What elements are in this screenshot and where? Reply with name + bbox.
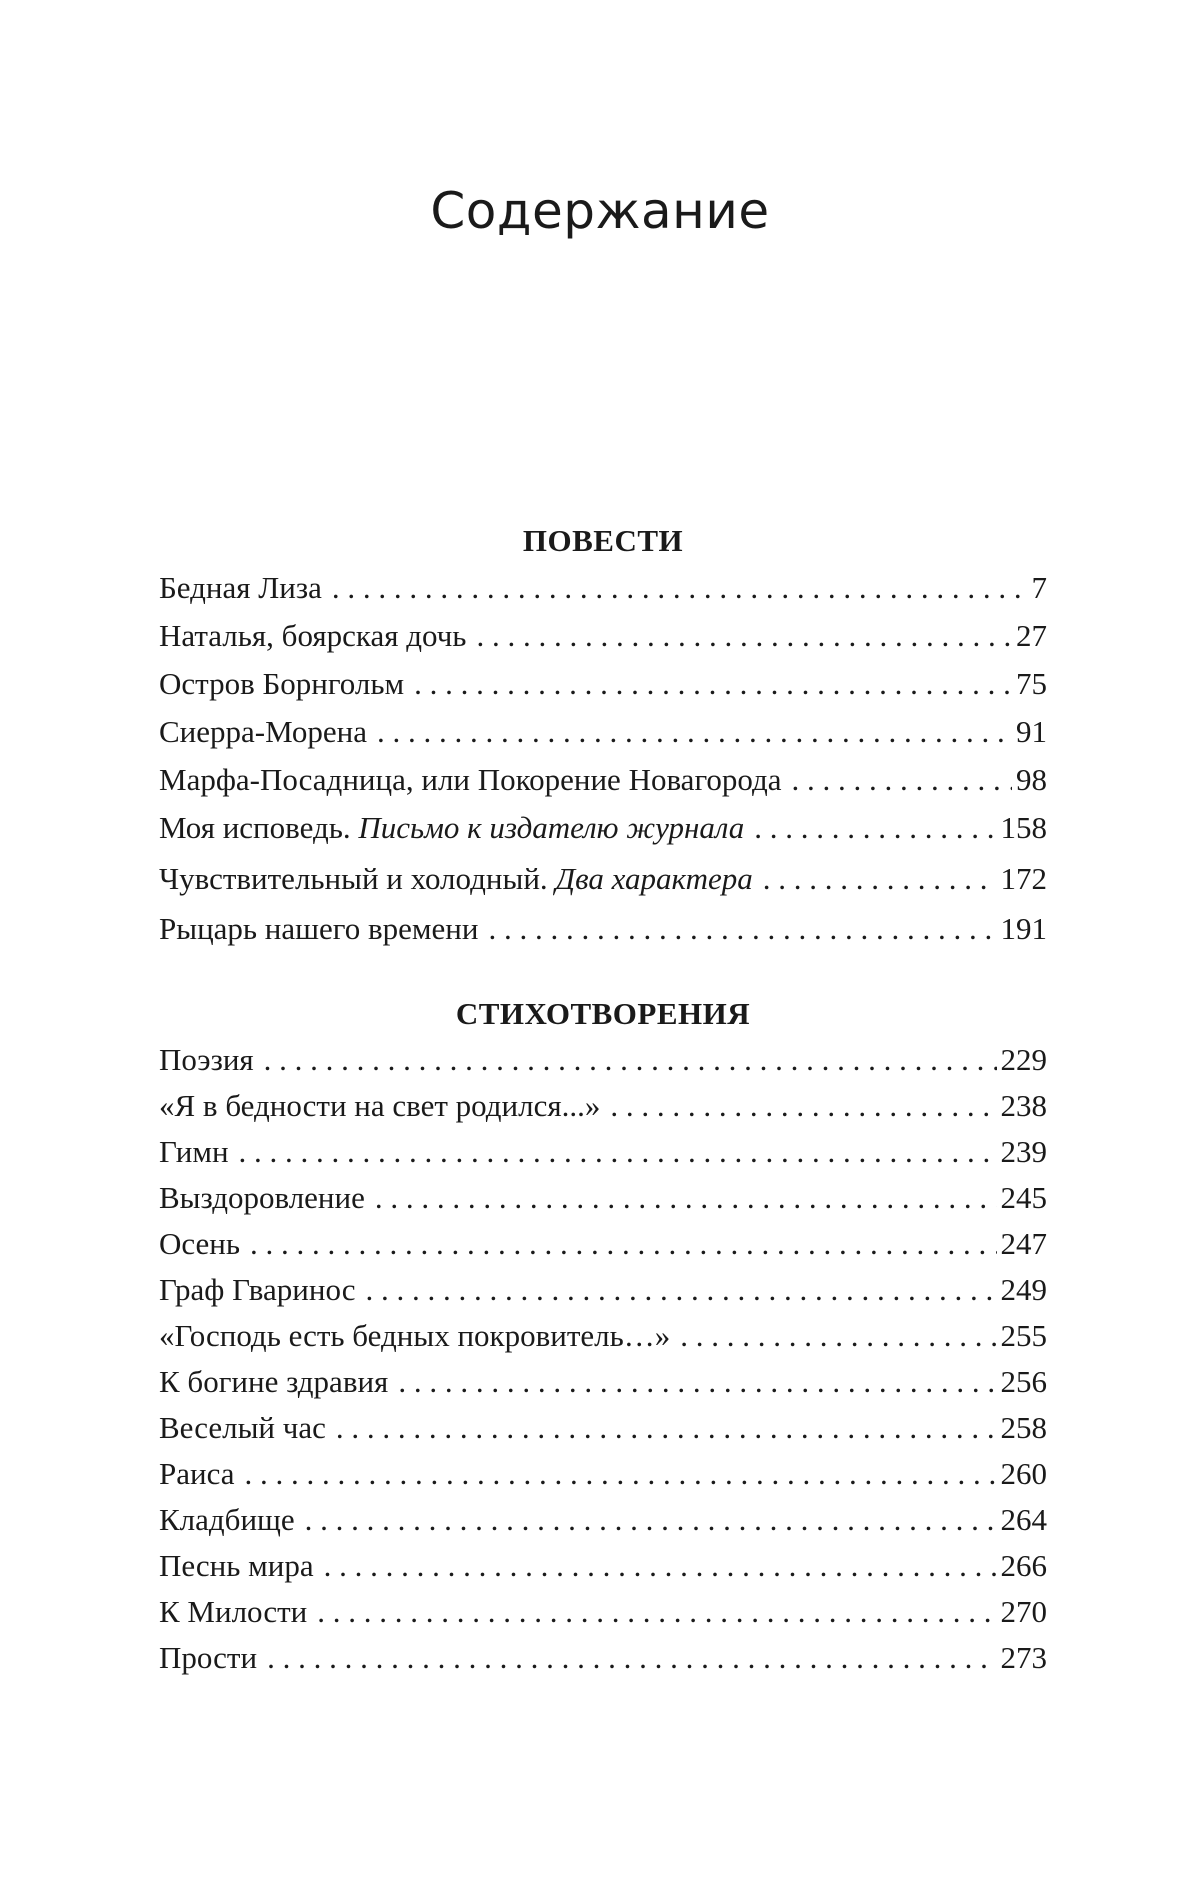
dot-leader (245, 1451, 997, 1497)
toc-entry-page: 98 (1016, 762, 1047, 797)
dot-leader (332, 564, 1028, 612)
dot-leader (317, 1589, 996, 1635)
toc-entry-title: К богине здравия (159, 1364, 389, 1399)
toc-entry-page: 7 (1031, 570, 1047, 605)
toc-section-prose (159, 518, 1047, 953)
dot-leader (610, 1083, 996, 1129)
dot-leader (239, 1129, 997, 1175)
toc-entry[interactable] (159, 1359, 1047, 1405)
dot-leader (754, 804, 996, 852)
toc-entry-subtitle: Письмо к издателю журнала (358, 810, 745, 845)
toc-entry-page: 258 (1000, 1410, 1047, 1445)
toc-entry-title: Прости (159, 1640, 258, 1675)
toc-entry-title: К Милости (159, 1594, 308, 1629)
dot-leader (377, 708, 1012, 756)
toc-entry[interactable] (159, 1497, 1047, 1543)
toc-entry-page: 229 (1000, 1042, 1047, 1077)
toc-entry-page: 239 (1000, 1134, 1047, 1169)
toc-entry[interactable] (159, 1543, 1047, 1589)
toc-section-poems (159, 991, 1047, 1681)
toc-entry-page: 191 (1000, 911, 1047, 946)
toc-entry[interactable] (159, 1221, 1047, 1267)
toc-entry[interactable] (159, 1405, 1047, 1451)
toc-entry-page: 264 (1000, 1502, 1047, 1537)
toc-entry-title-main: Чувствительный и холодный. (159, 861, 548, 896)
toc-entry[interactable] (159, 660, 1047, 708)
toc-entry[interactable] (159, 1451, 1047, 1497)
toc-entry-title-main: Моя исповедь. (159, 810, 351, 845)
toc-entry-title: Песнь мира (159, 1548, 314, 1583)
toc-entry-page: 172 (1000, 861, 1047, 896)
toc-entry[interactable] (159, 1083, 1047, 1129)
toc-entry-page: 27 (1016, 618, 1047, 653)
toc-entry-title: Бедная Лиза (159, 570, 322, 605)
toc-entry-page: 256 (1000, 1364, 1047, 1399)
section-heading-prose: ПОВЕСТИ (522, 523, 684, 558)
toc-entry-title: Осень (159, 1226, 241, 1261)
toc-entry[interactable] (159, 1635, 1047, 1681)
toc-entry-title: «Я в бедности на свет родился...» (159, 1088, 601, 1123)
toc-entry[interactable] (159, 852, 1047, 905)
dot-leader (305, 1497, 997, 1543)
toc-entry-title: Граф Гваринос (159, 1272, 356, 1307)
toc-entry[interactable] (159, 804, 1047, 852)
toc-entry-page: 270 (1000, 1594, 1047, 1629)
dot-leader (476, 612, 1012, 660)
toc-entry-title: Раиса (159, 1456, 235, 1491)
toc-entry-page: 260 (1000, 1456, 1047, 1491)
dot-leader (792, 756, 1012, 804)
dot-leader (414, 660, 1012, 708)
toc-entry[interactable] (159, 756, 1047, 804)
toc-entry[interactable] (159, 905, 1047, 953)
toc-entry-title (159, 804, 744, 852)
toc-entry-page: 158 (1000, 810, 1047, 845)
toc-entry-page: 238 (1000, 1088, 1047, 1123)
toc-entry-title (159, 852, 753, 905)
dot-leader (375, 1175, 997, 1221)
toc-entry-title: Выздоровление (159, 1180, 365, 1215)
dot-leader (264, 1037, 997, 1083)
toc-entry[interactable] (159, 708, 1047, 756)
dot-leader (324, 1543, 997, 1589)
toc-entry-title: Рыцарь нашего времени (159, 911, 479, 946)
toc-entry[interactable] (159, 1129, 1047, 1175)
dot-leader (336, 1405, 997, 1451)
toc-entry-title: Кладбище (159, 1502, 295, 1537)
dot-leader (366, 1267, 997, 1313)
toc-entry-title: Остров Борнгольм (159, 666, 405, 701)
toc-entry-title: Веселый час (159, 1410, 326, 1445)
dot-leader (398, 1359, 996, 1405)
toc-entry-title: Гимн (159, 1134, 229, 1169)
toc-entry-page: 91 (1016, 714, 1047, 749)
section-heading-poems: СТИХОТВОРЕНИЯ (455, 996, 751, 1031)
toc-entry-title: Сиерра-Морена (159, 714, 368, 749)
dot-leader (267, 1635, 996, 1681)
toc-entry[interactable] (159, 1267, 1047, 1313)
toc-entry[interactable] (159, 1589, 1047, 1635)
toc-entry-page: 75 (1016, 666, 1047, 701)
toc-entry[interactable] (159, 1175, 1047, 1221)
toc-entry-title: Марфа-Посадница, или Покорение Новагорода (159, 762, 782, 797)
toc-entry-title: Наталья, боярская дочь (159, 618, 467, 653)
toc-entry-title: «Господь есть бедных покровитель…» (159, 1318, 671, 1353)
toc-entry-page: 273 (1000, 1640, 1047, 1675)
toc-entry-title: Поэзия (159, 1042, 254, 1077)
dot-leader (488, 905, 996, 953)
toc-entry[interactable] (159, 1313, 1047, 1359)
toc-entry-page: 255 (1000, 1318, 1047, 1353)
toc-entry-subtitle: Два характера (555, 861, 753, 896)
toc-entry-page: 247 (1000, 1226, 1047, 1261)
dot-leader (763, 852, 997, 905)
toc-entry-page: 249 (1000, 1272, 1047, 1307)
toc-entry[interactable] (159, 1037, 1047, 1083)
toc-entry-page: 245 (1000, 1180, 1047, 1215)
dot-leader (250, 1221, 996, 1267)
dot-leader (680, 1313, 996, 1359)
toc-entry-page: 266 (1000, 1548, 1047, 1583)
toc-entry[interactable] (159, 612, 1047, 660)
toc-entry[interactable] (159, 564, 1047, 612)
page-title: Содержание (430, 182, 770, 240)
